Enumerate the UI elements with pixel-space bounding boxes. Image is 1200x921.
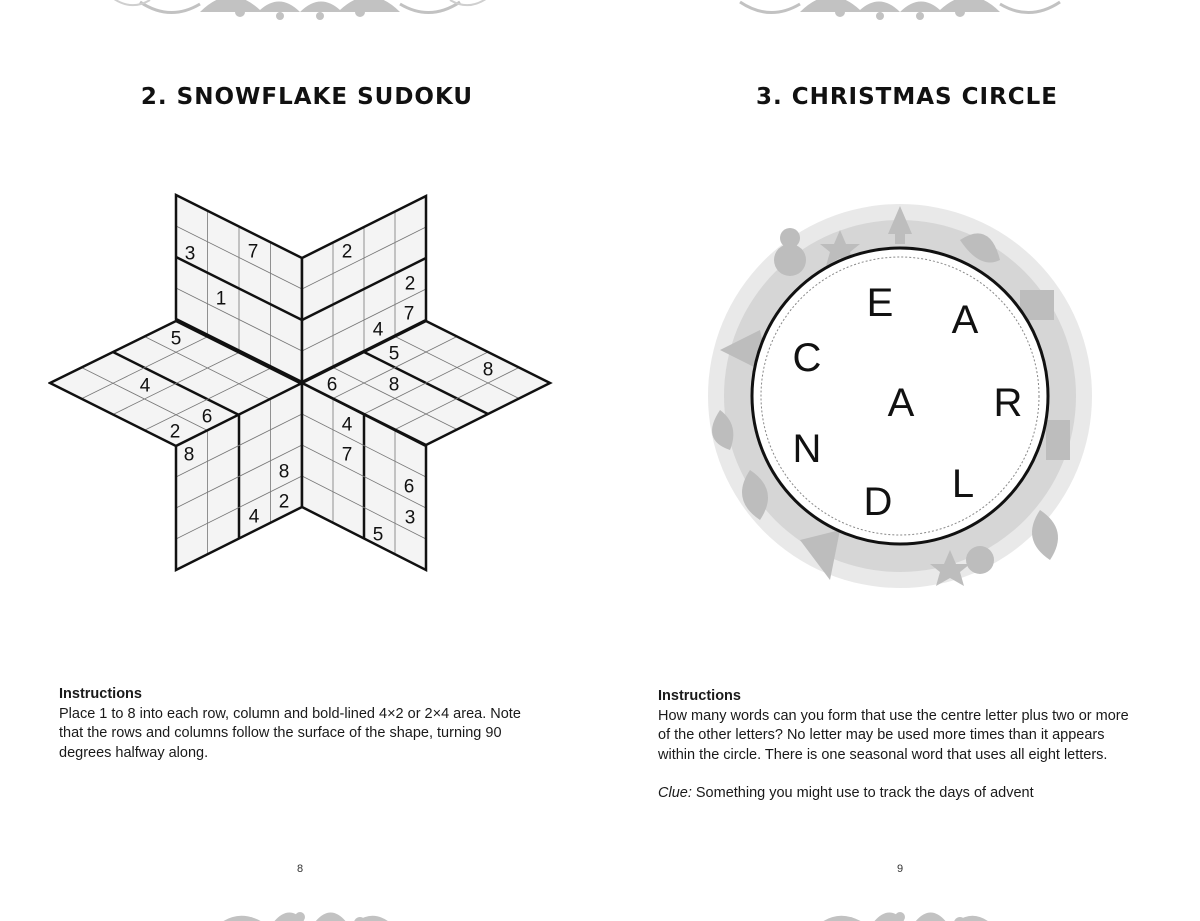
given-digit: 4	[341, 414, 353, 436]
given-digit: 8	[183, 444, 195, 466]
letter-bottom-right: L	[951, 462, 975, 506]
given-digit: 8	[388, 374, 400, 396]
given-digit: 6	[403, 476, 415, 498]
clue-label: Clue:	[658, 785, 692, 801]
instructions-heading: Instructions	[59, 686, 142, 702]
page-number: 8	[296, 863, 304, 875]
given-digit: 4	[372, 319, 384, 341]
instructions-heading: Instructions	[658, 688, 741, 704]
instructions-text: Place 1 to 8 into each row, column and bold-lined 4×2 or 2×4 area. Note that the rows and columns follow the surface of the shape, turning 90 degrees halfway along.	[59, 705, 521, 761]
given-digit: 7	[341, 444, 353, 466]
letter-bottom-left: N	[792, 427, 822, 471]
given-digit: 3	[404, 507, 416, 529]
given-digit: 2	[169, 421, 181, 443]
given-digit: 8	[482, 359, 494, 381]
clue-line	[658, 784, 1142, 804]
given-digit: 7	[403, 303, 415, 325]
given-digit: 4	[139, 375, 151, 397]
letter-bottom: D	[863, 480, 893, 524]
given-digit: 5	[388, 343, 400, 365]
instructions-block	[59, 685, 549, 763]
given-digit: 4	[248, 506, 260, 528]
letter-top-right: A	[951, 298, 979, 342]
given-digit: 6	[326, 374, 338, 396]
right-page	[600, 0, 1200, 921]
page-title: 3. CHRISTMAS CIRCLE	[755, 84, 1059, 110]
given-digit: 6	[201, 406, 213, 428]
given-digit: 7	[247, 241, 259, 263]
instructions-block	[658, 687, 1142, 804]
letter-centre: A	[887, 381, 915, 425]
clue-text: Something you might use to track the days of advent	[691, 785, 1034, 801]
letter-left: C	[792, 336, 822, 380]
given-digit: 8	[278, 461, 290, 483]
christmas-circle-puzzle[interactable]	[690, 200, 1110, 600]
letter-right: R	[993, 381, 1023, 425]
holly-ornament-top-left	[80, 0, 520, 28]
given-digit: 3	[184, 243, 196, 265]
holly-ornament-top-right	[680, 0, 1120, 28]
page-title: 2. SNOWFLAKE SUDOKU	[140, 84, 474, 110]
given-digit: 2	[341, 241, 353, 263]
instructions-text: How many words can you form that use the centre letter plus two or more of the other letters? No letter may be used more times than it appears within the circle. There is one seasonal word that uses all eight letters.	[658, 707, 1129, 763]
given-digit: 1	[215, 288, 227, 310]
given-digit: 2	[404, 273, 416, 295]
page-number: 9	[896, 863, 904, 875]
snowflake-sudoku-grid[interactable]	[48, 192, 554, 578]
given-digit: 2	[278, 491, 290, 513]
letter-top: E	[866, 281, 894, 325]
given-digit: 5	[372, 524, 384, 546]
given-digit: 5	[170, 328, 182, 350]
holly-ornament-bottom-right	[670, 877, 1130, 921]
holly-ornament-bottom-left	[70, 877, 530, 921]
